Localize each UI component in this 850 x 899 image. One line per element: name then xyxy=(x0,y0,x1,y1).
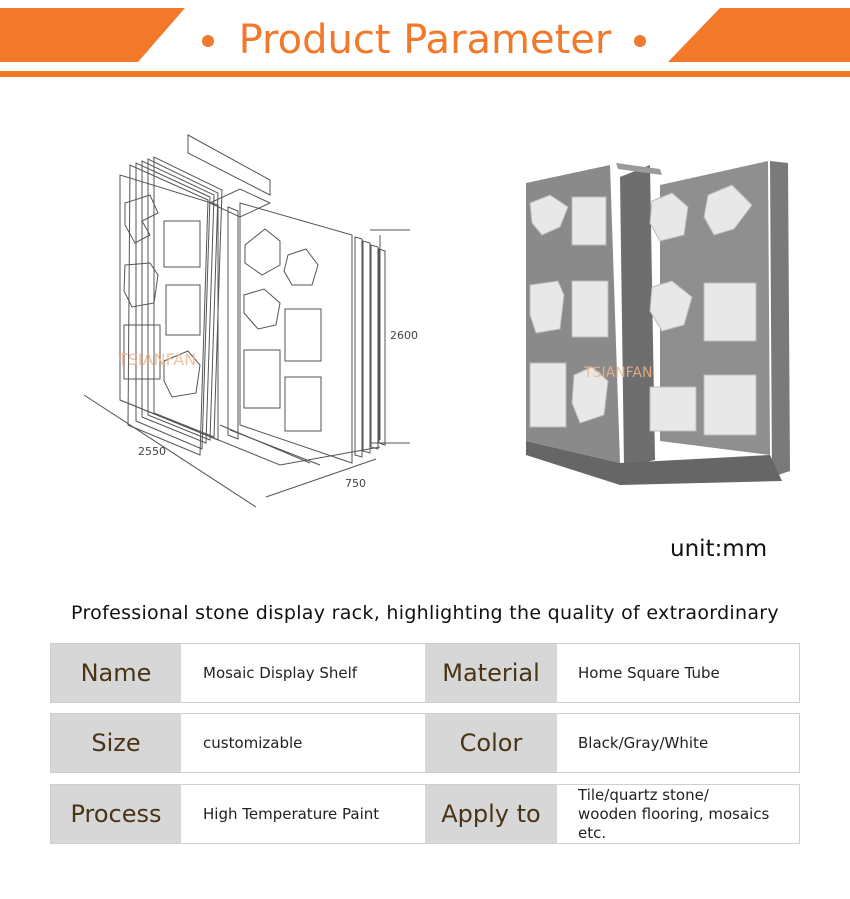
header-underline xyxy=(0,71,850,77)
spec-value: Black/Gray/White xyxy=(578,733,709,752)
spec-value: High Temperature Paint xyxy=(203,804,380,823)
spec-label: Process xyxy=(51,785,181,843)
unit-label: unit:mm xyxy=(670,536,768,562)
depth-dimension-label: 750 xyxy=(345,477,366,490)
spec-label: Size xyxy=(51,714,181,772)
spec-value: customizable xyxy=(203,733,303,752)
rack-dimension-drawing xyxy=(80,125,420,515)
width-dimension-label: 2550 xyxy=(138,445,166,458)
spec-value xyxy=(578,785,800,843)
spec-label: Name xyxy=(51,644,181,702)
spec-row xyxy=(50,643,800,703)
spec-label: Material xyxy=(425,644,557,702)
spec-label: Apply to xyxy=(425,785,557,843)
spec-row xyxy=(50,784,800,844)
spec-row xyxy=(50,713,800,773)
spec-label: Color xyxy=(425,714,557,772)
page-title: Product Parameter xyxy=(238,17,612,63)
watermark-logo-render: TSIANFAN xyxy=(584,365,653,381)
product-tagline: Professional stone display rack, highlighting the quality of extraordinary xyxy=(71,602,779,624)
height-dimension-label: 2600 xyxy=(390,329,418,342)
spec-value: Home Square Tube xyxy=(578,663,720,682)
spec-value: Mosaic Display Shelf xyxy=(203,663,358,682)
spec-value-line: Tile/quartz stone/ xyxy=(578,785,709,804)
watermark-logo: TSIANFAN xyxy=(118,350,197,369)
rack-render-illustration xyxy=(520,155,800,485)
spec-value-line: wooden flooring, mosaics etc. xyxy=(578,804,770,842)
